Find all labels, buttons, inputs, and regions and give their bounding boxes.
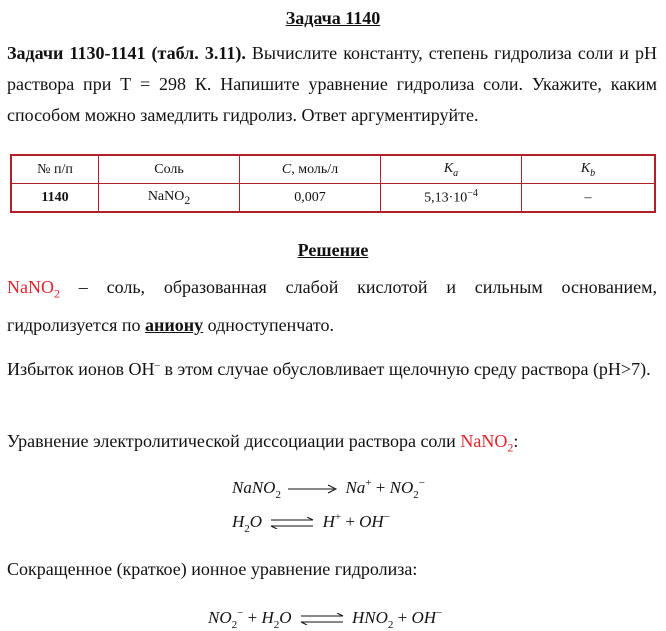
p2-end: в этом случае обусловливает щелочную среду раствора (рН>7). <box>160 359 651 379</box>
cell-conc: 0,007 <box>240 184 381 213</box>
p2-start: Избыток ионов ОН <box>7 359 155 379</box>
equilibrium-arrow-icon <box>269 517 315 529</box>
header-ka <box>381 155 522 184</box>
kb-symbol: K <box>580 160 591 176</box>
p1-anion-term: аниону <box>145 314 204 335</box>
p3-salt: NaNO$_2$ <box>460 431 514 455</box>
cell-num: 1140 <box>11 184 99 213</box>
equation-dissociation-salt: NaNO$_2$ $Na^+ + NO_2^-$ <box>232 477 425 501</box>
p3-text: Уравнение электролитической диссоциации раствора соли <box>7 431 461 451</box>
equation-hydrolysis: $NO_2^- + H_2O$ $HNO_2 + OH^-$ <box>208 607 443 631</box>
header-salt: Соль <box>99 155 240 184</box>
p1-line1-text: – соль, образованная слабой кислотой и сильным основанием, <box>60 277 657 297</box>
header-num: № п/п <box>11 155 99 184</box>
equation-dissociation-water: $H_2O$ H+ + OH− <box>232 511 390 535</box>
task-title: Задача 1140 <box>285 8 381 28</box>
header-kb <box>522 155 656 184</box>
right-arrow-icon <box>288 484 338 494</box>
data-table <box>10 154 656 213</box>
task-text: Вычислите константу, степень гидролиза соли и рН раствора при Т = 298 К. Напишите уравнение гидролиза соли. Укажите, каким способом можно замедлить гидролиз. Ответ аргументируйте. <box>7 43 657 125</box>
paragraph-ionic-equation: Сокращенное (краткое) ионное уравнение гидролиза: <box>7 559 418 579</box>
cell-kb: – <box>522 184 656 213</box>
ka-sub: a <box>453 167 459 179</box>
p1-line2-start: гидролизуется по <box>7 314 146 335</box>
paragraph-salt-type <box>7 272 657 341</box>
p2-sup: – <box>154 359 160 371</box>
cell-ka <box>381 184 522 213</box>
p1-line1 <box>7 272 657 310</box>
salt-formula: NaNO <box>147 188 185 204</box>
header-conc <box>240 155 381 184</box>
p3-colon: : <box>513 431 519 451</box>
kb-sub: b <box>590 167 596 179</box>
cell-salt <box>99 184 240 213</box>
salt-sub: 2 <box>184 193 191 207</box>
ka-exponent: −4 <box>467 188 478 200</box>
ka-symbol: K <box>443 160 454 176</box>
task-statement <box>7 38 657 131</box>
solution-heading: Решение <box>297 240 369 260</box>
table-header-row <box>11 155 655 184</box>
p1-line2-end: одноступенчато. <box>203 314 334 335</box>
paragraph-oh-excess <box>7 350 657 385</box>
paragraph-dissociation <box>7 426 657 464</box>
table-row <box>11 184 655 213</box>
conc-symbol: C <box>281 161 292 177</box>
equilibrium-arrow-icon <box>299 613 345 625</box>
ka-mantissa: 5,13·10 <box>424 190 468 206</box>
conc-unit: , моль/л <box>291 161 339 177</box>
task-reference: Задачи 1130-1141 (табл. 3.11). <box>7 43 246 63</box>
salt-name: NaNO$_2$ <box>7 277 60 301</box>
